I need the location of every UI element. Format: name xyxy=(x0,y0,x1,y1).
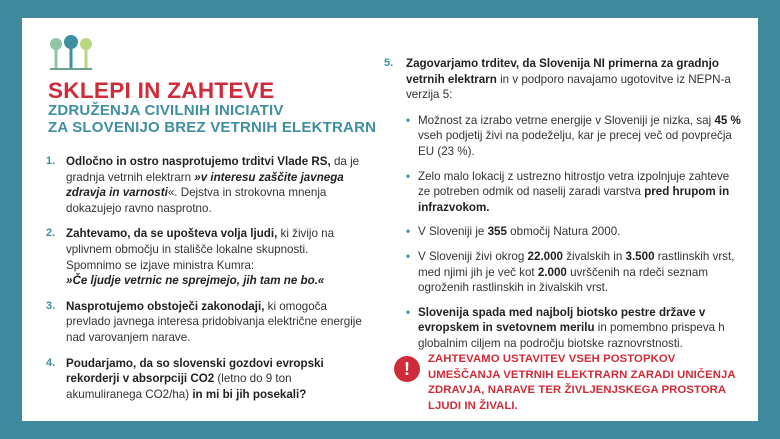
list-item-5 xyxy=(384,56,742,103)
list-item-2 xyxy=(46,226,366,288)
item-text: «. Dejstva in strokovna mnenja dokazujejo ravno nasprotno. xyxy=(66,186,327,215)
item-text: (letno do 9 ton akumuliranega CO2/ha) xyxy=(66,372,292,401)
item-text: da je gradnja vetrnih elektrarn xyxy=(66,155,360,184)
bullet-bold: 22.000 xyxy=(527,249,564,263)
content-card xyxy=(22,18,758,421)
bullet-item xyxy=(406,169,742,216)
bullet-icon: • xyxy=(406,249,411,263)
trees-logo-icon xyxy=(48,34,94,74)
bullet-text: Možnost za izrabo vetrne energije v Sloveniji je nizka, saj xyxy=(418,113,715,127)
bullet-text: uvrščenih na rdeči seznam ogroženih rastlinskih in živalskih vrst. xyxy=(418,265,708,295)
bullet-bold: 45 % xyxy=(714,113,741,127)
item-number: 3. xyxy=(46,299,56,312)
bullet-item xyxy=(406,224,742,240)
item-bold-text: Nasprotujemo obstoječi zakonodaji, xyxy=(66,299,265,313)
subtitle-line-2: ZA SLOVENIJO BREZ VETRNIH ELEKTRARN xyxy=(48,119,377,136)
bullet-text: območij Natura 2000. xyxy=(506,225,621,239)
bullet-list xyxy=(406,113,742,352)
bullet-bold: Slovenija spada med najbolj biotsko pestre države v evropskem in svetovnem merilu xyxy=(418,305,706,335)
list-item-1 xyxy=(46,154,366,216)
page-subtitle xyxy=(48,102,376,136)
item-text: Spomnimo se izjave ministra Kumra: xyxy=(66,258,255,272)
bullet-bold: 3.500 xyxy=(625,249,655,263)
final-demand xyxy=(394,352,744,414)
bullet-icon: • xyxy=(406,113,411,127)
item-emphasis: »v interesu zaščite javnega zdravja in varnosti xyxy=(66,170,344,200)
item-bold-text: Zagovarjamo trditev, da Slovenija NI primerna za gradnjo vetrnih elektrarn xyxy=(406,57,719,86)
item-text: ki omogoča prevlado javnega interesa pridobivanja električne energije nad varovanjem narave. xyxy=(66,299,362,344)
bullet-item xyxy=(406,249,742,296)
item-number: 2. xyxy=(46,227,56,240)
bullet-text: vseh podjetij živi na podeželju, kar je precej več od povprečja EU (23 %). xyxy=(418,129,732,158)
bullet-text: in pomembno prispeva h globalnim ciljem na področju biotske raznovrstnosti. xyxy=(418,321,725,350)
bullet-text: V Sloveniji je xyxy=(418,225,488,239)
bullet-bold: pred hrupom in infrazvokom. xyxy=(418,185,730,214)
bullet-bold: 2.000 xyxy=(537,265,567,279)
subtitle-line-1: ZDRUŽENJA CIVILNIH INICIATIV xyxy=(48,102,284,119)
list-item-3 xyxy=(46,299,366,346)
list-item-4 xyxy=(46,356,366,403)
bullet-item xyxy=(406,113,742,160)
bullet-item xyxy=(406,305,742,352)
bullet-icon: • xyxy=(406,169,411,183)
bullet-bold: 355 xyxy=(487,225,507,239)
bullet-icon: • xyxy=(406,305,411,319)
bullet-text: rastlinskih vrst, med njimi jih je več kot xyxy=(418,249,735,279)
item-quote: »Če ljudje vetrnic ne sprejmejo, jih tam ne bo.« xyxy=(66,274,325,288)
bullet-text: živalskih in xyxy=(563,249,626,263)
left-demands-list xyxy=(46,154,366,402)
item-number: 4. xyxy=(46,356,56,369)
bullet-text: V Sloveniji živi okrog xyxy=(418,249,528,263)
item-bold-text: Poudarjamo, da so slovenski gozdovi evropski rekorderji v absorpciji CO2 xyxy=(66,356,324,386)
demand-text: ZAHTEVAMO USTAVITEV VSEH POSTOPKOV UMEŠČANJA VETRNIH ELEKTRARN ZARADI UNIČENJA ZDRAVJA, NARAVE TER ŽIVLJENJSKEGA PROSTORA LJUDI IN ŽIVALI. xyxy=(428,353,736,412)
right-column xyxy=(384,56,742,352)
item-number: 5. xyxy=(384,57,394,69)
bullet-text: Zelo malo lokacij z ustrezno hitrostjo vetra izpolnjuje zahteve ze potreben odmik od naselij zaradi varstva xyxy=(418,169,730,199)
item-bold-text: Odločno in ostro nasprotujemo trditvi Vlade RS, xyxy=(66,155,331,168)
item-number: 1. xyxy=(46,155,56,167)
page-title: SKLEPI IN ZAHTEVE xyxy=(48,78,275,103)
item-text: in v podporo navajamo ugotovitve iz NEPN-a verzija 5: xyxy=(406,72,731,102)
item-bold-text: Zahtevamo, da se upošteva volja ljudi, xyxy=(66,227,278,241)
item-bold-text: in mi bi jih posekali? xyxy=(192,387,307,401)
bullet-icon: • xyxy=(406,225,411,239)
item-text: ki živijo na vplivnem območju in stališče lokalne skupnosti. xyxy=(66,227,335,256)
exclamation-icon: ! xyxy=(394,356,420,382)
